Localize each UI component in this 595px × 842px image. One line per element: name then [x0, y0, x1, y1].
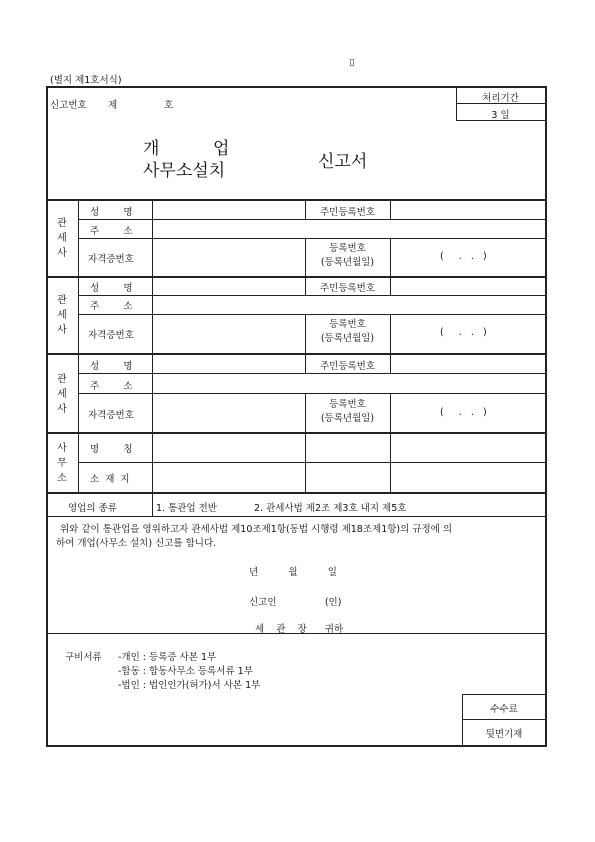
row-line	[78, 314, 545, 315]
broker-group-label-2: 관 세 사	[57, 295, 67, 336]
broker-license-label: 자격증번호	[88, 330, 134, 341]
group-line	[46, 276, 546, 278]
report-no-suffix: 호	[164, 100, 174, 111]
broker-rrn-label: 주민등록번호	[319, 361, 376, 372]
col-right-divider-2b	[390, 314, 391, 353]
col-right-divider-3b	[390, 393, 391, 432]
documents-label: 구비서류	[65, 652, 102, 663]
fee-value: 뒷면기재	[485, 729, 523, 740]
documents-item-2: -합동 : 합동사무소 등록서류 1부	[118, 666, 253, 677]
row-line	[78, 219, 545, 220]
broker-rrn-label: 주민등록번호	[319, 283, 376, 294]
business-type-label: 영업의 종류	[68, 503, 117, 514]
row-line	[78, 462, 545, 463]
broker-reg-date: ( . . )	[440, 407, 487, 418]
business-type-option-1: 1. 통관업 전반	[156, 503, 217, 514]
page-mark: ▯	[349, 58, 355, 68]
documents-item-3: -법인 : 법인인가(허가)서 사본 1부	[118, 680, 261, 691]
title-line2: 사무소설치	[143, 161, 226, 181]
broker-reg-label: 등록번호 (등록년월일)	[320, 319, 375, 344]
fee-label: 수수료	[490, 704, 518, 715]
statement-line-1: 위와 같이 통관업을 영위하고자 관세사법 제10조제1항(동법 시행령 제18조제1항)의 규정에 의	[60, 524, 453, 535]
processing-value: 3 일	[491, 110, 510, 121]
frame-left	[46, 86, 48, 747]
broker-rrn-label: 주민등록번호	[319, 207, 376, 218]
documents-item-1: -개인 : 등록증 사본 1부	[118, 652, 217, 663]
col-label-divider	[152, 199, 153, 517]
col-right-divider-2	[390, 276, 391, 295]
group-line	[46, 492, 546, 494]
office-location-label: 소 재 지	[90, 474, 130, 485]
processing-label: 처리기간	[482, 93, 519, 104]
broker-address-label: 주 소	[90, 301, 133, 312]
statement-recipient: 세 관 장 귀하	[255, 624, 344, 635]
broker-name-label: 성 명	[90, 361, 133, 372]
fee-box-top	[462, 694, 546, 695]
broker-reg-date: ( . . )	[440, 251, 487, 262]
broker-group-label-1: 관 세 사	[57, 218, 67, 259]
col-right-divider-1	[390, 199, 391, 219]
broker-license-label: 자격증번호	[88, 254, 134, 265]
col-group-divider	[78, 199, 79, 492]
statement-bottom	[46, 633, 546, 634]
office-group-label: 사 무 소	[57, 443, 67, 484]
frame-bottom	[46, 745, 546, 747]
statement-line-2: 하여 개업(사무소 설치) 신고를 합니다.	[56, 538, 217, 549]
broker-reg-date: ( . . )	[440, 327, 487, 338]
col-right-divider-3	[390, 353, 391, 373]
group-line	[46, 432, 546, 434]
statement-date: 년 월 일	[249, 567, 337, 578]
form-number: (별지 제1호서식)	[50, 75, 122, 86]
statement-applicant: 신고인 (인)	[249, 597, 342, 608]
report-no-mid: 제	[108, 100, 118, 111]
row-line	[78, 373, 545, 374]
row-line	[78, 295, 545, 296]
broker-name-label: 성 명	[90, 207, 133, 218]
row-line	[78, 393, 545, 394]
broker-group-label-3: 관 세 사	[57, 374, 67, 415]
group-line	[46, 353, 546, 355]
fee-box-mid	[462, 719, 546, 720]
business-type-bottom	[46, 516, 546, 517]
broker-reg-label: 등록번호 (등록년월일)	[320, 243, 375, 268]
broker-address-label: 주 소	[90, 226, 133, 237]
title-line1-a: 개	[143, 139, 160, 159]
title-line1-b: 업	[213, 139, 230, 159]
business-type-option-2: 2. 관세사법 제2조 제3호 내지 제5호	[254, 503, 407, 514]
broker-reg-label: 등록번호 (등록년월일)	[320, 399, 375, 424]
table-top	[46, 199, 546, 201]
frame-top	[46, 86, 546, 88]
report-no-label: 신고번호	[50, 100, 87, 111]
row-line	[78, 238, 545, 239]
office-name-label: 명 칭	[90, 444, 133, 455]
frame-right	[545, 86, 547, 747]
title-right: 신고서	[318, 152, 368, 172]
broker-address-label: 주 소	[90, 381, 133, 392]
broker-license-label: 자격증번호	[88, 410, 134, 421]
col-right-divider-1b	[390, 238, 391, 276]
broker-name-label: 성 명	[90, 283, 133, 294]
